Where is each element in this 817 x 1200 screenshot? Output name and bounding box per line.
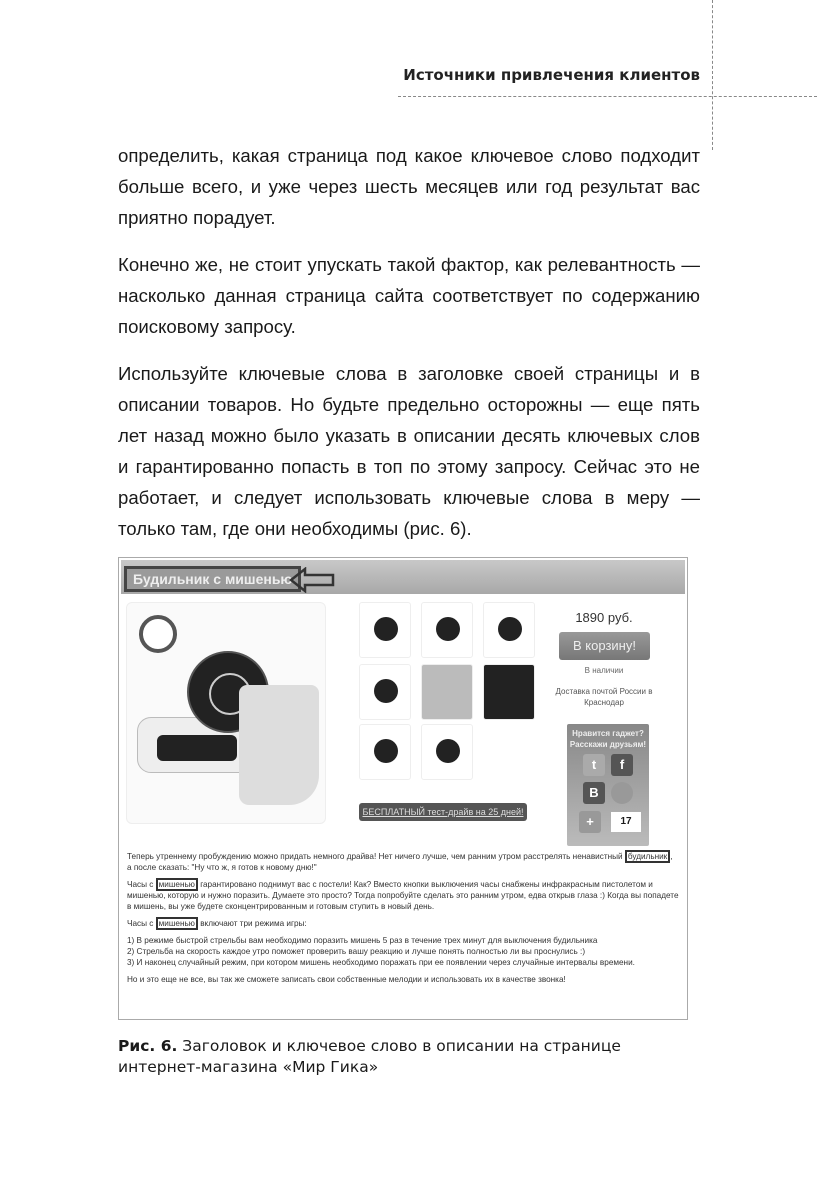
delivery-info: Доставка почтой России в Краснодар (555, 687, 653, 707)
paragraph: определить, какая страница под какое ключевое слово подходит больше всего, и уже через шесть месяцев или год результат вас приятно порадует. (118, 145, 700, 228)
mode-item: 1) В режиме быстрой стрельбы вам необходимо поразить мишень 5 раз в течение трех минут для выключения будильника (127, 936, 598, 945)
header-rule (398, 96, 817, 97)
figure-screenshot (118, 557, 688, 1020)
paragraph: Используйте ключевые слова в заголовке своей страницы и в описании товаров. Но будьте предельно осторожны — еще пять лет назад можно было указать в описании десять ключевых слов и гарантированно попасть в топ по этому запросу. Сейчас это не работает, и следует использовать ключевые слова в меру — только там, где они необходимы (рис. 6). (118, 363, 700, 539)
keyword-highlight: мишенью (156, 917, 198, 930)
thumbnail[interactable] (359, 724, 411, 780)
alarm-clock-icon (139, 615, 177, 653)
thumbnail[interactable] (421, 602, 473, 658)
figure-caption (118, 1036, 678, 1078)
product-title: Будильник с мишенью (124, 566, 301, 592)
social-share-panel (567, 724, 649, 846)
stock-status: В наличии (584, 666, 624, 675)
paragraph: Конечно же, не стоит упускать такой фактор, как релевантность — насколько данная страница сайта соответствует по содержанию поисковому запросу. (118, 254, 700, 337)
thumbnail[interactable] (421, 664, 473, 720)
facebook-icon[interactable]: f (611, 754, 633, 776)
thumbnail[interactable] (359, 602, 411, 658)
desc-text: Часы с (127, 919, 154, 928)
crop-mark-vertical (712, 0, 713, 150)
desc-text: , а после сказать: "Ну что ж, я готов к новому дню!" (127, 852, 673, 872)
vk-icon[interactable]: B (583, 782, 605, 804)
keyword-highlight: мишенью (156, 878, 198, 891)
mode-item: 3) И наконец случайный режим, при котором мишень необходимо поражать при ее появлении через случайные интервалы времени. (127, 958, 635, 967)
add-to-cart-button[interactable]: В корзину! (559, 632, 650, 660)
social-title: Нравится гаджет? Расскажи друзьям! (569, 729, 647, 749)
desc-text: гарантировано поднимут вас с постели! Как? Вместо кнопки выключения часы снабжены инфракрасным пистолетом и мишенью, которую и нужно поразить. Думаете это просто? Тогда попробуйте сделать это ранним утром, едва открыв глаза :) Когда вы попадете в мишень, вы уже будете сконцентрированным и готовым ступить в новый день. (127, 880, 679, 911)
caption-label: Рис. 6. (118, 1037, 178, 1055)
mode-item: 2) Стрельба на скорость каждое утро поможет проверить вашу реакцию и лучше понять полностью ли вы проснулись :) (127, 947, 586, 956)
thumbnail[interactable] (483, 602, 535, 658)
desc-text: Но и это еще не все, вы так же сможете записать свои собственные мелодии и использовать их в качестве звонка! (127, 975, 566, 984)
price: 1890 руб. (575, 610, 633, 625)
desc-text: Часы с (127, 880, 154, 889)
thumbnail[interactable] (483, 664, 535, 720)
twitter-icon[interactable]: t (583, 754, 605, 776)
running-header: Источники привлечения клиентов (403, 66, 700, 84)
caption-text: Заголовок и ключевое слово в описании на странице интернет-магазина «Мир Гика» (118, 1037, 621, 1076)
thumbnail[interactable] (421, 724, 473, 780)
mail-agent-icon[interactable] (611, 782, 633, 804)
product-main-image[interactable] (126, 602, 326, 824)
plus-icon[interactable]: + (579, 811, 601, 833)
desc-text: включают три режима игры: (200, 919, 307, 928)
body-text (118, 140, 700, 544)
product-description (127, 851, 679, 991)
gun (239, 685, 319, 805)
share-count: 17 (611, 812, 641, 832)
thumbnail[interactable] (359, 664, 411, 720)
desc-text: Теперь утреннему пробуждению можно придать немного драйва! Нет ничего лучше, чем ранним утром расстрелять ненавистный (127, 852, 623, 861)
clock-screen (157, 735, 237, 761)
free-test-drive-button[interactable]: БЕСПЛАТНЫЙ тест-драйв на 25 дней! (359, 803, 527, 821)
keyword-highlight: будильник (625, 850, 670, 863)
arrow-left-icon (289, 567, 335, 593)
